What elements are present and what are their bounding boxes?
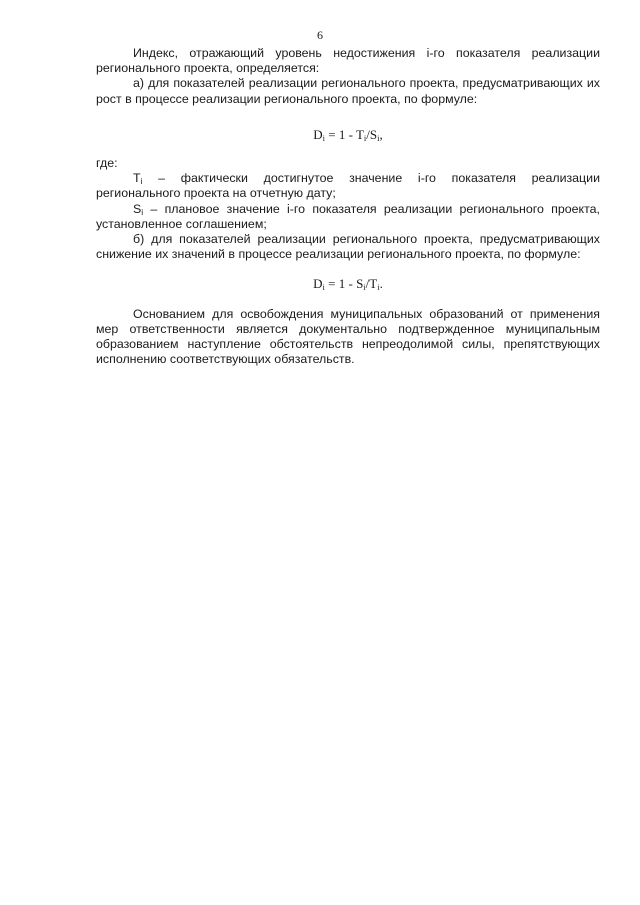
formula-growth xyxy=(96,127,600,142)
definition-s-subscript: i xyxy=(141,206,144,217)
formula2-slash: /T xyxy=(365,276,378,292)
formula-d-symbol: D xyxy=(313,126,323,142)
definition-t-symbol: T xyxy=(133,171,141,186)
formula-d-subscript: i xyxy=(322,132,326,143)
formula2-s-subscript: i xyxy=(363,282,366,293)
definition-s-text: – плановое значение i-го показателя реализации регионального проекта, установленное соглашением; xyxy=(96,201,600,231)
definition-t-text: – фактически достигнутое значение i-го показателя реализации регионального проекта на отчетную дату; xyxy=(96,171,600,201)
formula-slash: /S xyxy=(366,126,378,142)
formula-s-subscript: i xyxy=(377,132,380,143)
definition-s xyxy=(96,202,600,232)
formula2-t-subscript: i xyxy=(377,282,380,293)
formula2-d-subscript: i xyxy=(322,282,325,293)
paragraph-case-b: б) для показателей реализации регионального проекта, предусматривающих снижение их значений в процессе реализации регионального проекта, по формуле: xyxy=(96,232,600,262)
document-body xyxy=(96,46,600,367)
paragraph-case-a: а) для показателей реализации регионального проекта, предусматривающих их рост в процессе реализации регионального проекта, по формуле: xyxy=(96,76,600,106)
definition-t xyxy=(96,171,600,201)
formula2-end: . xyxy=(379,276,383,292)
formula-t-subscript: i xyxy=(363,132,367,143)
formula-decrease xyxy=(96,276,600,291)
paragraph-basis-exemption: Основанием для освобождения муниципальных образований от применения мер ответственности является документально подтвержденное муниципальным образованием наступление обстоятельств непреодолимой силы, препятствующих исполнению соответствующих обязательств. xyxy=(96,306,600,367)
formula2-mid: = 1 - S xyxy=(324,276,364,292)
paragraph-index-definition: Индекс, отражающий уровень недостижения i-го показателя реализации регионального проекта, определяется: xyxy=(96,46,600,76)
definition-s-symbol: S xyxy=(133,201,142,216)
formula-mid: = 1 - T xyxy=(325,126,364,142)
formula-end: , xyxy=(379,126,383,142)
where-label: где: xyxy=(96,156,118,171)
definition-t-subscript: i xyxy=(140,176,143,187)
formula2-d-symbol: D xyxy=(313,276,323,292)
page-number: 6 xyxy=(317,28,323,42)
